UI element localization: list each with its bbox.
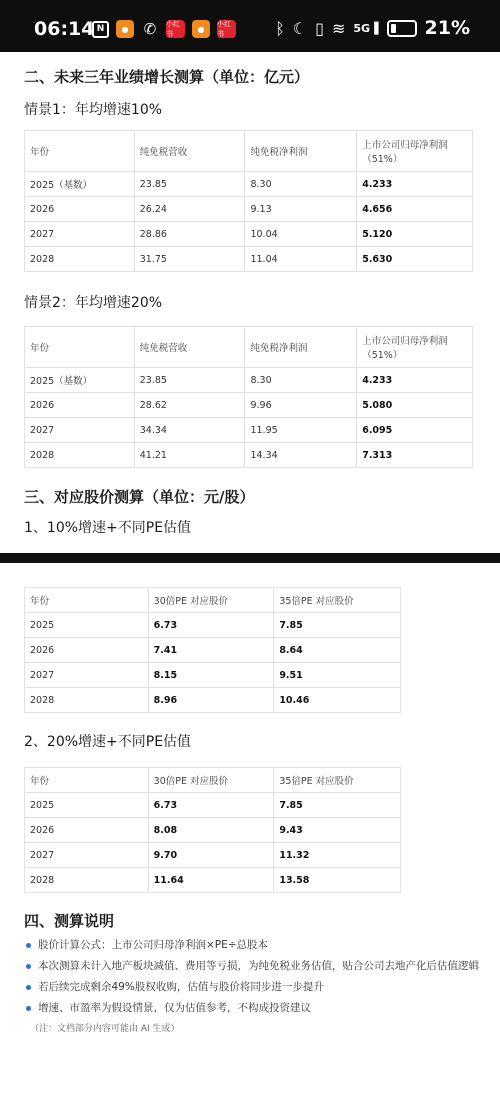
cell: 2026 [25, 818, 149, 843]
table-row [25, 418, 473, 443]
table-header-row [25, 588, 401, 613]
cell: 11.95 [245, 418, 357, 443]
screenshot-seam [0, 553, 500, 563]
notes-list [24, 935, 484, 1019]
section3-title: 三、对应股价测算（单位：元/股） [24, 488, 255, 506]
header-parent-profit-line2: （51%） [362, 154, 403, 165]
cell: 31.75 [134, 247, 245, 272]
list-item: 若后续完成剩余49%股权收购，估值与股价将同步进一步提升 [24, 977, 484, 998]
cell: 9.43 [274, 818, 401, 843]
cell: 7.41 [148, 638, 274, 663]
cell: 2028 [25, 868, 149, 893]
wechat-icon: ✆ [143, 20, 157, 38]
scenario1-title: 情景1：年均增速10% [24, 102, 163, 118]
header-parent-profit-line2: （51%） [362, 350, 403, 361]
list-item: 股价计算公式：上市公司归母净利润×PE÷总股本 [24, 935, 484, 956]
cell: 2027 [25, 843, 149, 868]
cell: 41.21 [134, 443, 245, 468]
header-revenue: 纯免税营收 [134, 327, 245, 368]
xiaohongshu-icon: 小红书 [166, 20, 185, 38]
header-parent-profit [357, 131, 473, 172]
weibo-icon-2: ● [192, 20, 210, 38]
cell: 7.85 [274, 613, 401, 638]
scenario1-table [24, 130, 473, 272]
table-row [25, 197, 473, 222]
scenario2-table [24, 326, 473, 468]
header-pe30: 30倍PE 对应股价 [148, 768, 274, 793]
header-net-profit: 纯免税净利润 [245, 327, 357, 368]
table-row [25, 393, 473, 418]
cell: 2027 [25, 222, 135, 247]
cell: 2026 [25, 197, 135, 222]
cell: 4.656 [357, 197, 473, 222]
notification-icons [92, 20, 236, 38]
table-row [25, 172, 473, 197]
vibrate-icon: ▯ [315, 18, 324, 38]
cell: 2025（基数） [25, 172, 135, 197]
scenario2-title: 情景2：年均增速20% [24, 295, 163, 311]
system-icons [275, 17, 470, 39]
header-parent-profit-line1: 上市公司归母净利润 [362, 140, 448, 151]
sub2-title: 2、20%增速+不同PE估值 [24, 734, 192, 750]
table-row [25, 443, 473, 468]
cell: 28.86 [134, 222, 245, 247]
table-row [25, 793, 401, 818]
price-table-10pct [24, 587, 401, 713]
header-net-profit: 纯免税净利润 [245, 131, 357, 172]
cell: 6.73 [148, 613, 274, 638]
table-row [25, 613, 401, 638]
cell: 5.080 [357, 393, 473, 418]
table-header-row [25, 768, 401, 793]
cell: 23.85 [134, 368, 245, 393]
header-pe35: 35倍PE 对应股价 [274, 588, 401, 613]
cell: 9.70 [148, 843, 274, 868]
cell: 2027 [25, 418, 135, 443]
cell: 2026 [25, 638, 149, 663]
cell: 11.32 [274, 843, 401, 868]
table-header-row [25, 131, 473, 172]
cell: 4.233 [357, 172, 473, 197]
cell: 2028 [25, 247, 135, 272]
cell: 14.34 [245, 443, 357, 468]
cell: 2026 [25, 393, 135, 418]
table-row [25, 688, 401, 713]
header-parent-profit [357, 327, 473, 368]
cell: 2025 [25, 793, 149, 818]
weibo-icon: ● [116, 20, 134, 38]
list-item: 本次测算未计入地产板块减值、费用等亏损，为纯免税业务估值，贴合公司去地产化后估值逻辑 [24, 956, 484, 977]
header-year: 年份 [25, 131, 135, 172]
cell: 34.34 [134, 418, 245, 443]
table-row [25, 843, 401, 868]
cell: 6.095 [357, 418, 473, 443]
cell: 9.96 [245, 393, 357, 418]
wifi-icon: ≋ [331, 18, 346, 38]
cell: 26.24 [134, 197, 245, 222]
cell: 5.120 [357, 222, 473, 247]
cell: 8.15 [148, 663, 274, 688]
battery-icon [387, 20, 417, 37]
header-year: 年份 [25, 588, 149, 613]
cell: 8.64 [274, 638, 401, 663]
cell: 2025 [25, 613, 149, 638]
cell: 8.30 [245, 368, 357, 393]
table-row [25, 222, 473, 247]
header-year: 年份 [25, 327, 135, 368]
cell: 13.58 [274, 868, 401, 893]
price-table-20pct [24, 767, 401, 893]
table-header-row [25, 327, 473, 368]
status-time: 06:14 [34, 18, 95, 40]
list-item: 增速、市盈率为假设情景，仅为估值参考，不构成投资建议 [24, 998, 484, 1019]
header-parent-profit-line1: 上市公司归母净利润 [362, 336, 448, 347]
nfc-icon: N [92, 21, 109, 38]
ai-footnote: （注：文档部分内容可能由 AI 生成） [30, 1024, 180, 1034]
section4-title: 四、测算说明 [24, 912, 115, 930]
cell: 8.30 [245, 172, 357, 197]
table-row [25, 368, 473, 393]
table-row [25, 247, 473, 272]
header-pe30: 30倍PE 对应股价 [148, 588, 274, 613]
cell: 5.630 [357, 247, 473, 272]
table-row [25, 818, 401, 843]
cell: 2028 [25, 688, 149, 713]
header-year: 年份 [25, 768, 149, 793]
cell: 2027 [25, 663, 149, 688]
cell: 23.85 [134, 172, 245, 197]
cell: 10.04 [245, 222, 357, 247]
cell: 11.64 [148, 868, 274, 893]
cell: 2028 [25, 443, 135, 468]
cell: 11.04 [245, 247, 357, 272]
header-revenue: 纯免税营收 [134, 131, 245, 172]
signal-icon: 5G▐ [353, 21, 379, 35]
table-row [25, 663, 401, 688]
cell: 8.96 [148, 688, 274, 713]
cell: 7.85 [274, 793, 401, 818]
header-pe35: 35倍PE 对应股价 [274, 768, 401, 793]
battery-percent: 21% [424, 17, 470, 39]
cell: 9.13 [245, 197, 357, 222]
cell: 9.51 [274, 663, 401, 688]
cell: 8.08 [148, 818, 274, 843]
cell: 7.313 [357, 443, 473, 468]
cell: 6.73 [148, 793, 274, 818]
bluetooth-icon: ᛒ [275, 18, 285, 38]
section2-title: 二、未来三年业绩增长测算（单位：亿元） [24, 68, 310, 86]
moon-icon: ☾ [292, 18, 308, 38]
table-row [25, 638, 401, 663]
status-bar [0, 0, 500, 52]
table-row [25, 868, 401, 893]
cell: 4.233 [357, 368, 473, 393]
xiaohongshu-icon-2: 小红书 [217, 20, 236, 38]
network-type: 5G [353, 21, 371, 35]
cell: 10.46 [274, 688, 401, 713]
cell: 28.62 [134, 393, 245, 418]
cell: 2025（基数） [25, 368, 135, 393]
sub1-title: 1、10%增速+不同PE估值 [24, 520, 192, 536]
